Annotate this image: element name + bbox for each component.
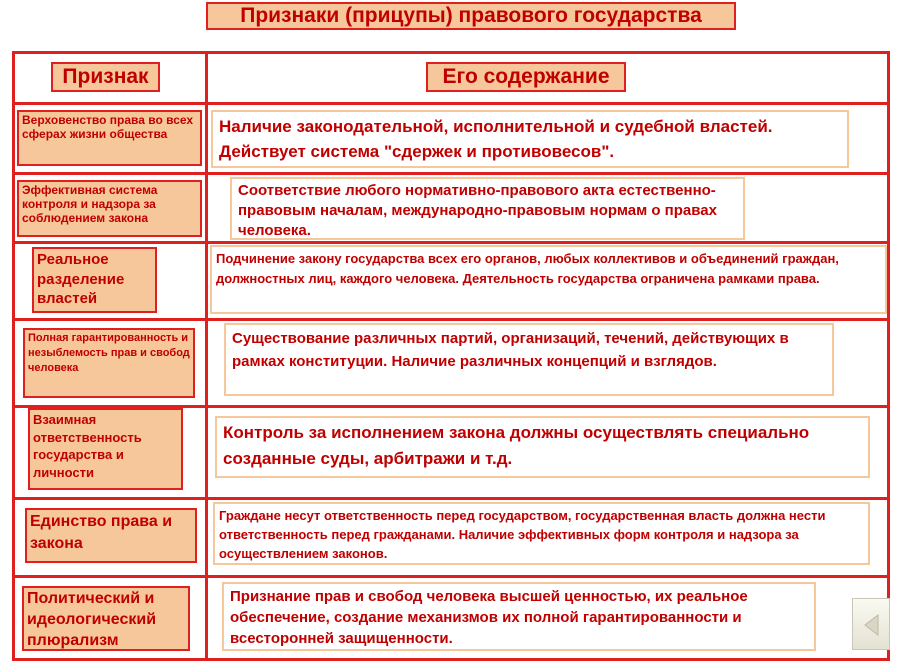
row-divider <box>12 172 890 175</box>
header-content: Его содержание <box>426 62 626 92</box>
sign-cell: Взаимная ответственность государства и личности <box>28 408 183 490</box>
row-divider <box>12 241 890 244</box>
content-cell: Подчинение закону государства всех его органов, любых коллективов и объединений граждан, должностных лиц, каждого человека. Деятельность государства ограничена рамками права. <box>210 245 887 314</box>
row-divider <box>12 102 890 105</box>
sign-cell: Политический и идеологический плюрализм <box>22 586 190 651</box>
row-divider <box>12 497 890 500</box>
content-cell: Существование различных партий, организаций, течений, действующих в рамках конституции. Наличие различных концепций и взглядов. <box>224 323 834 396</box>
column-divider <box>205 51 208 661</box>
row-divider <box>12 318 890 321</box>
sign-cell: Единство права и закона <box>25 508 197 563</box>
sign-cell: Реальное разделение властей <box>32 247 157 313</box>
content-cell: Наличие законодательной, исполнительной и судебной властей. Действует система "сдержек и противовесов". <box>211 110 849 168</box>
content-cell: Признание прав и свобод человека высшей ценностью, их реальное обеспечение, создание механизмов их полной гарантированности и всесторонней защищенности. <box>222 582 816 651</box>
page-title: Признаки (прицупы) правового государства <box>206 2 736 30</box>
sign-cell: Эффективная система контроля и надзора за соблюдением закона <box>17 180 202 237</box>
content-cell: Соответствие любого нормативно-правового акта естественно-правовым началам, международно-правовым нормам о правах человека. <box>230 177 745 240</box>
back-arrow-icon <box>862 613 882 637</box>
content-cell: Граждане несут ответственность перед государством, государственная власть должна нести ответственность перед гражданами. Наличие эффективных форм контроля и надзора за осуществлением законов. <box>213 502 870 565</box>
content-cell: Контроль за исполнением закона должны осуществлять специально созданные суды, арбитражи и т.д. <box>215 416 870 478</box>
sign-cell: Полная гарантированность и незыблемость прав и свобод человека <box>23 328 195 398</box>
sign-cell: Верховенство права во всех сферах жизни общества <box>17 110 202 166</box>
row-divider <box>12 575 890 578</box>
header-sign: Признак <box>51 62 160 92</box>
back-button[interactable] <box>852 598 890 650</box>
